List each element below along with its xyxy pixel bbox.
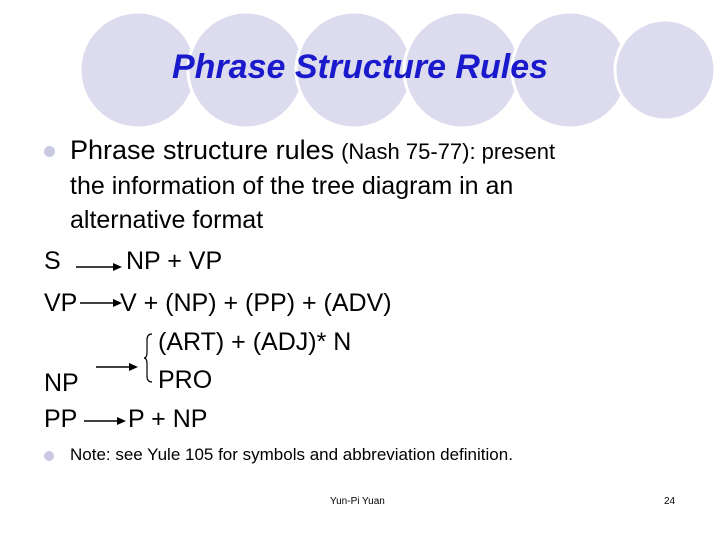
bullet-icon xyxy=(44,451,54,461)
bullet-line-3: alternative format xyxy=(70,206,264,234)
footer-author: Yun-Pi Yuan xyxy=(330,496,385,507)
page-number: 24 xyxy=(664,496,676,507)
rule-np-option-2: PRO xyxy=(158,366,213,394)
rule-vp-rhs: V + (NP) + (PP) + (ADV) xyxy=(120,289,392,317)
rule-np-lhs: NP xyxy=(44,369,79,397)
arrow-icon xyxy=(76,262,122,272)
arrow-icon xyxy=(96,362,138,372)
bullet-icon xyxy=(44,146,55,157)
bullet-line-1 xyxy=(70,136,555,166)
rule-vp-lhs: VP xyxy=(44,289,78,317)
arrow-icon xyxy=(80,298,122,308)
note-text: Note: see Yule 105 for symbols and abbreviation definition. xyxy=(70,445,513,464)
bullet-line-2: the information of the tree diagram in an xyxy=(70,172,514,200)
rule-pp-lhs: PP xyxy=(44,405,78,433)
term: Phrase structure rules xyxy=(70,135,335,165)
rule-np-option-1: (ART) + (ADJ)* N xyxy=(158,328,352,356)
brace-icon xyxy=(144,332,154,384)
rule-s-lhs: S xyxy=(44,247,61,275)
citation: (Nash 75-77): present xyxy=(341,139,556,164)
rule-pp-rhs: P + NP xyxy=(128,405,208,433)
arrow-icon xyxy=(84,416,126,426)
rule-s-rhs: NP + VP xyxy=(126,247,223,275)
slide-title: Phrase Structure Rules xyxy=(171,48,549,86)
